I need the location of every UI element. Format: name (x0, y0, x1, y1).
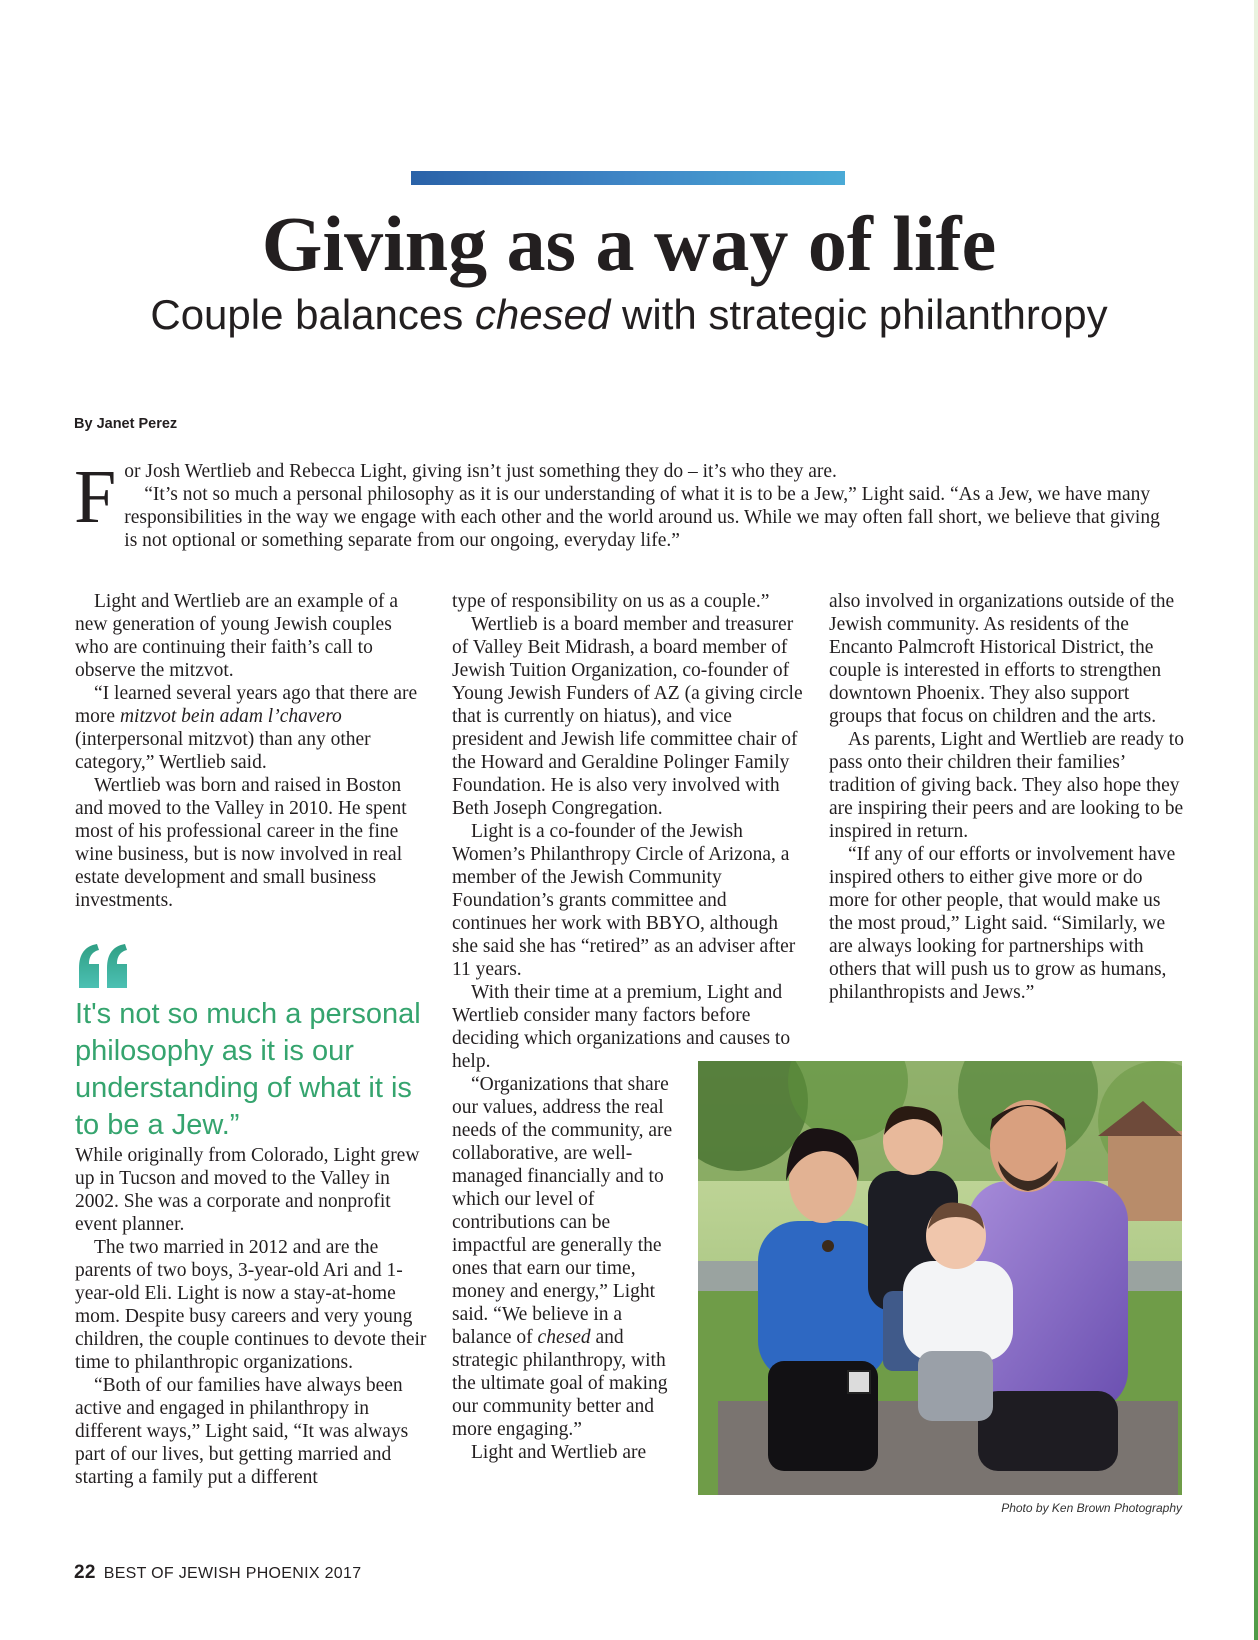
subheadline-part: Couple balances (150, 291, 475, 338)
title-accent-bar (411, 171, 845, 185)
intro-paragraph: or Josh Wertlieb and Rebecca Light, giving isn’t just something they do – it’s who they are. (124, 461, 837, 482)
family-photo (698, 1061, 1182, 1495)
page-footer (74, 1562, 361, 1584)
body-paragraph: Light is a co-founder of the Jewish Women’s Philanthropy Circle of Arizona, a member of the Jewish Community Foundation’s grants committee and continues her work with BBYO, although she said she has “retired” as an adviser after 11 years. (452, 821, 796, 980)
text-run: and strategic philanthropy, with the ultimate goal of making our community better and more engaging.” (452, 1327, 668, 1440)
body-paragraph: type of responsibility on us as a couple.” (452, 591, 770, 612)
subheadline-italic: chesed (474, 291, 611, 338)
body-paragraph: “Both of our families have always been active and engaged in philanthropy in different ways,” Light said, “It was always part of our lives, but getting married and starting a family put a different (75, 1375, 409, 1488)
family-photo-illustration (698, 1061, 1182, 1495)
body-paragraph: The two married in 2012 and are the parents of two boys, 3-year-old Ari and 1-year-old Eli. Light is now a stay-at-home mom. Despite busy careers and very young children, the couple continues to devote their time to philanthropic organizations. (75, 1237, 427, 1373)
intro-paragraph: “It’s not so much a personal philosophy as it is our understanding of what it is to be a Jew,” Light said. “As a Jew, we have many responsibilities in the way we engage with each other and the world around us. While we may often fall short, we believe that giving is not optional or something separate from our ongoing, everyday life.” (124, 484, 1160, 551)
body-paragraph (452, 1073, 685, 1441)
body-paragraph: “If any of our efforts or involvement have inspired others to either give more or do more for other people, that would make us the most proud,” Light said. “Similarly, we are always looking for partnerships with others that will push us to grow as humans, philanthropists and Jews.” (829, 844, 1176, 1003)
text-italic: mitzvot bein adam l’chavero (119, 706, 342, 727)
subheadline-part: with strategic philanthropy (610, 291, 1108, 338)
drop-cap: F (74, 455, 117, 539)
body-paragraph: Light and Wertlieb are an example of a new generation of young Jewish couples who are continuing their faith’s call to observe the mitzvot. (75, 591, 398, 681)
body-paragraph: Light and Wertlieb are (471, 1442, 647, 1463)
photo-credit: Photo by Ken Brown Photography (1001, 1501, 1182, 1515)
article-column-1 (75, 590, 430, 1489)
body-paragraph: Wertlieb is a board member and treasurer of Valley Beit Midrash, a board member of Jewish Tuition Organization, co-founder of Young Jewish Funders of AZ (a giving circle that is currently on hiatus), and vice president and Jewish life committee chair of the Howard and Geraldine Polinger Family Foundation. He is also very involved with Beth Joseph Congregation. (452, 614, 803, 819)
body-paragraph: While originally from Colorado, Light grew up in Tucson and moved to the Valley in 2002. She was a corporate and nonprofit event planner. (75, 1145, 420, 1235)
article-column-3 (829, 590, 1184, 1004)
body-paragraph: As parents, Light and Wertlieb are ready to pass onto their children their families’ tradition of giving back. They also hope they are inspiring their peers and are looking to be inspired in return. (829, 729, 1184, 842)
headline: Giving as a way of life (261, 200, 997, 287)
body-paragraph: Wertlieb was born and raised in Boston and moved to the Valley in 2010. He spent most of his professional career in the fine wine business, but is now involved in real estate development and small business investments. (75, 775, 407, 911)
text-italic: chesed (537, 1327, 591, 1348)
publication-name: BEST OF JEWISH PHOENIX 2017 (103, 1565, 362, 1582)
text-run: “Organizations that share our values, address the real needs of the community, are collaborative, are well-managed financially and to which our level of contributions can be impactful are generally the ones that earn our time, money and energy,” Light said. “We believe in a balance of (452, 1074, 673, 1348)
intro-paragraphs (74, 455, 1174, 552)
body-paragraph (75, 682, 430, 774)
body-paragraph: also involved in organizations outside of the Jewish community. As residents of the Encanto Palmcroft Historical District, the couple is interested in efforts to strengthen downtown Phoenix. They also support groups that focus on children and the arts. (829, 591, 1175, 727)
text-run: “I learned several years ago that there are more (75, 683, 418, 727)
pull-quote: It's not so much a personal philosophy as it is our understanding of what it is to be a Jew.” (75, 998, 421, 1141)
byline: By Janet Perez (74, 416, 178, 432)
subheadline (0, 288, 1258, 342)
quote-mark-icon (75, 942, 131, 990)
page-number: 22 (74, 1562, 96, 1583)
body-paragraph: With their time at a premium, Light and Wertlieb consider many factors before deciding which organizations and causes to help. (452, 982, 791, 1072)
text-run: (interpersonal mitzvot) than any other category,” Wertlieb said. (75, 729, 371, 773)
